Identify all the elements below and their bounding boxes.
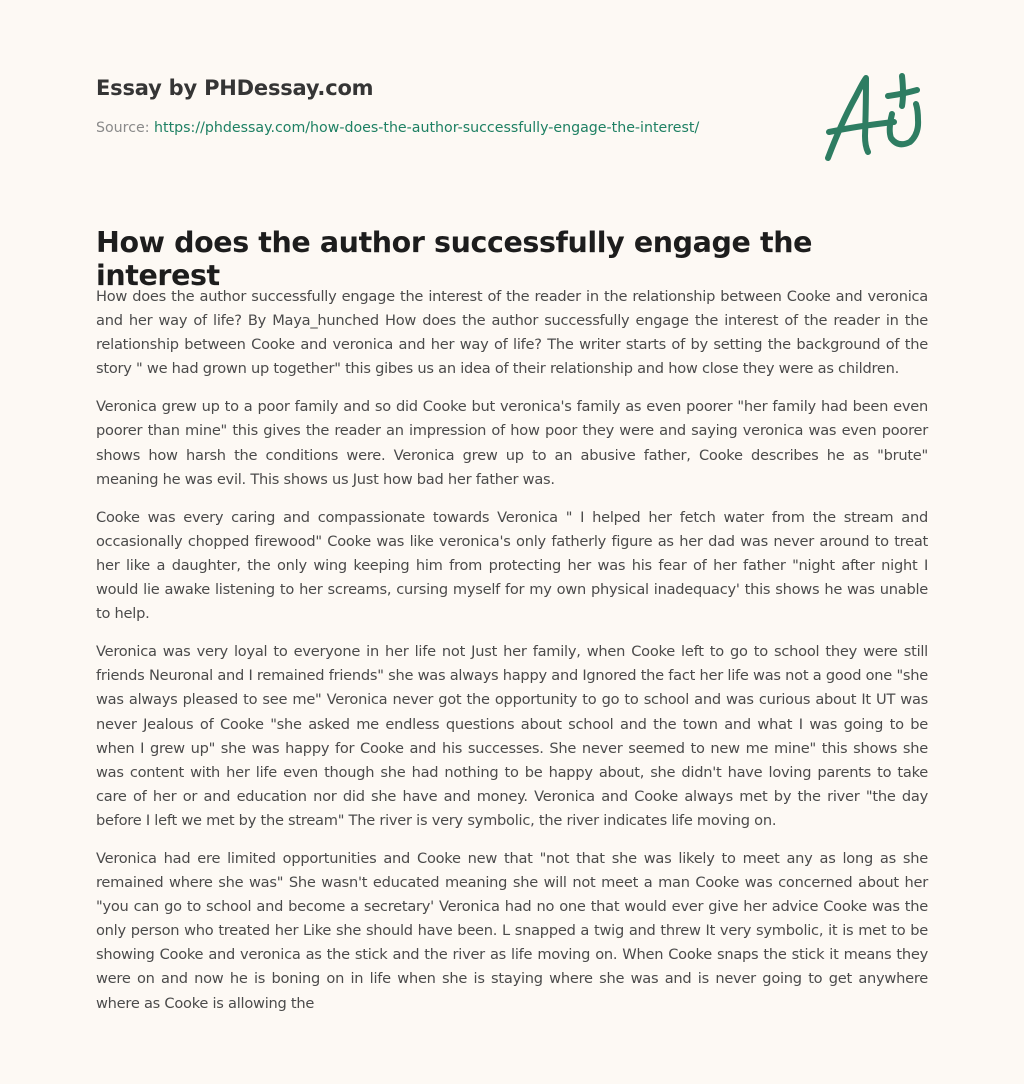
source-line (96, 120, 796, 136)
article-paragraph: Veronica was very loyal to everyone in her life not Just her family, when Cooke left to go to school they were still friends Neuronal and I remained friends" she was always happy and Ignored the fact her life was not a good one "she was always pleased to see me" Veronica never got the opportunity to go to school and was curious about It UT was never Jealous of Cooke "she asked me endless questions about school and the town and what I was going to be when I grew up" she was happy for Cooke and his successes. She never seemed to new me mine" this shows she was content with her life even though she had nothing to be happy about, she didn't have loving parents to take care of her or and education nor did she have and money. Veronica and Cooke always met by the river "the day before I left we met by the stream" The river is very symbolic, the river indicates life moving on. (96, 643, 928, 829)
article-paragraph: Veronica grew up to a poor family and so did Cooke but veronica's family as even poorer "her family had been even poorer than mine" this gives the reader an impression of how poor they were and saying veronica was even poorer shows how harsh the conditions were. Veronica grew up to an abusive father, Cooke describes he as "brute" meaning he was evil. This shows us Just how bad her father was. (96, 398, 928, 488)
site-brand: Essay by PHDessay.com (96, 76, 374, 100)
article-paragraph: Cooke was every caring and compassionate towards Veronica " I helped her fetch water from the stream and occasionally chopped firewood" Cooke was like veronica's only fatherly figure as her dad was never around to treat her like a daughter, the only wing keeping him from protecting her was his fear of her father "night after night I would lie awake listening to her screams, cursing myself for my own physical inadequacy' this shows he was unable to help. (96, 508, 928, 623)
a-plus-grade-icon (818, 66, 930, 166)
page-header (96, 76, 796, 136)
source-link[interactable]: https://phdessay.com/how-does-the-author-successfully-engage-the-interest/ (154, 120, 700, 136)
article-body (96, 285, 928, 1030)
article-paragraph: How does the author successfully engage the interest of the reader in the relationship between Cooke and veronica and her way of life? By Maya_hunched How does the author successfully engage the interest of the reader in the relationship between Cooke and veronica and her way of life? The writer starts of by setting the background of the story " we had grown up together" this gibes us an idea of their relationship and how close they were as children. (96, 288, 928, 378)
article-title: How does the author successfully engage the interest (96, 226, 813, 292)
source-label: Source: (96, 120, 155, 136)
article-paragraph: Veronica had ere limited opportunities and Cooke new that "not that she was likely to meet any as long as she remained where she was" She wasn't educated meaning she will not meet a man Cooke was concerned about her "you can go to school and become a secretary' Veronica had no one that would ever give her advice Cooke was the only person who treated her Like she should have been. L snapped a twig and threw It very symbolic, it is met to be showing Cooke and veronica as the stick and the river as life moving on. When Cooke snaps the stick it means they were on and now he is boning on in life when she is staying where she was and is never going to get anywhere where as Cooke is allowing the (96, 849, 928, 1012)
